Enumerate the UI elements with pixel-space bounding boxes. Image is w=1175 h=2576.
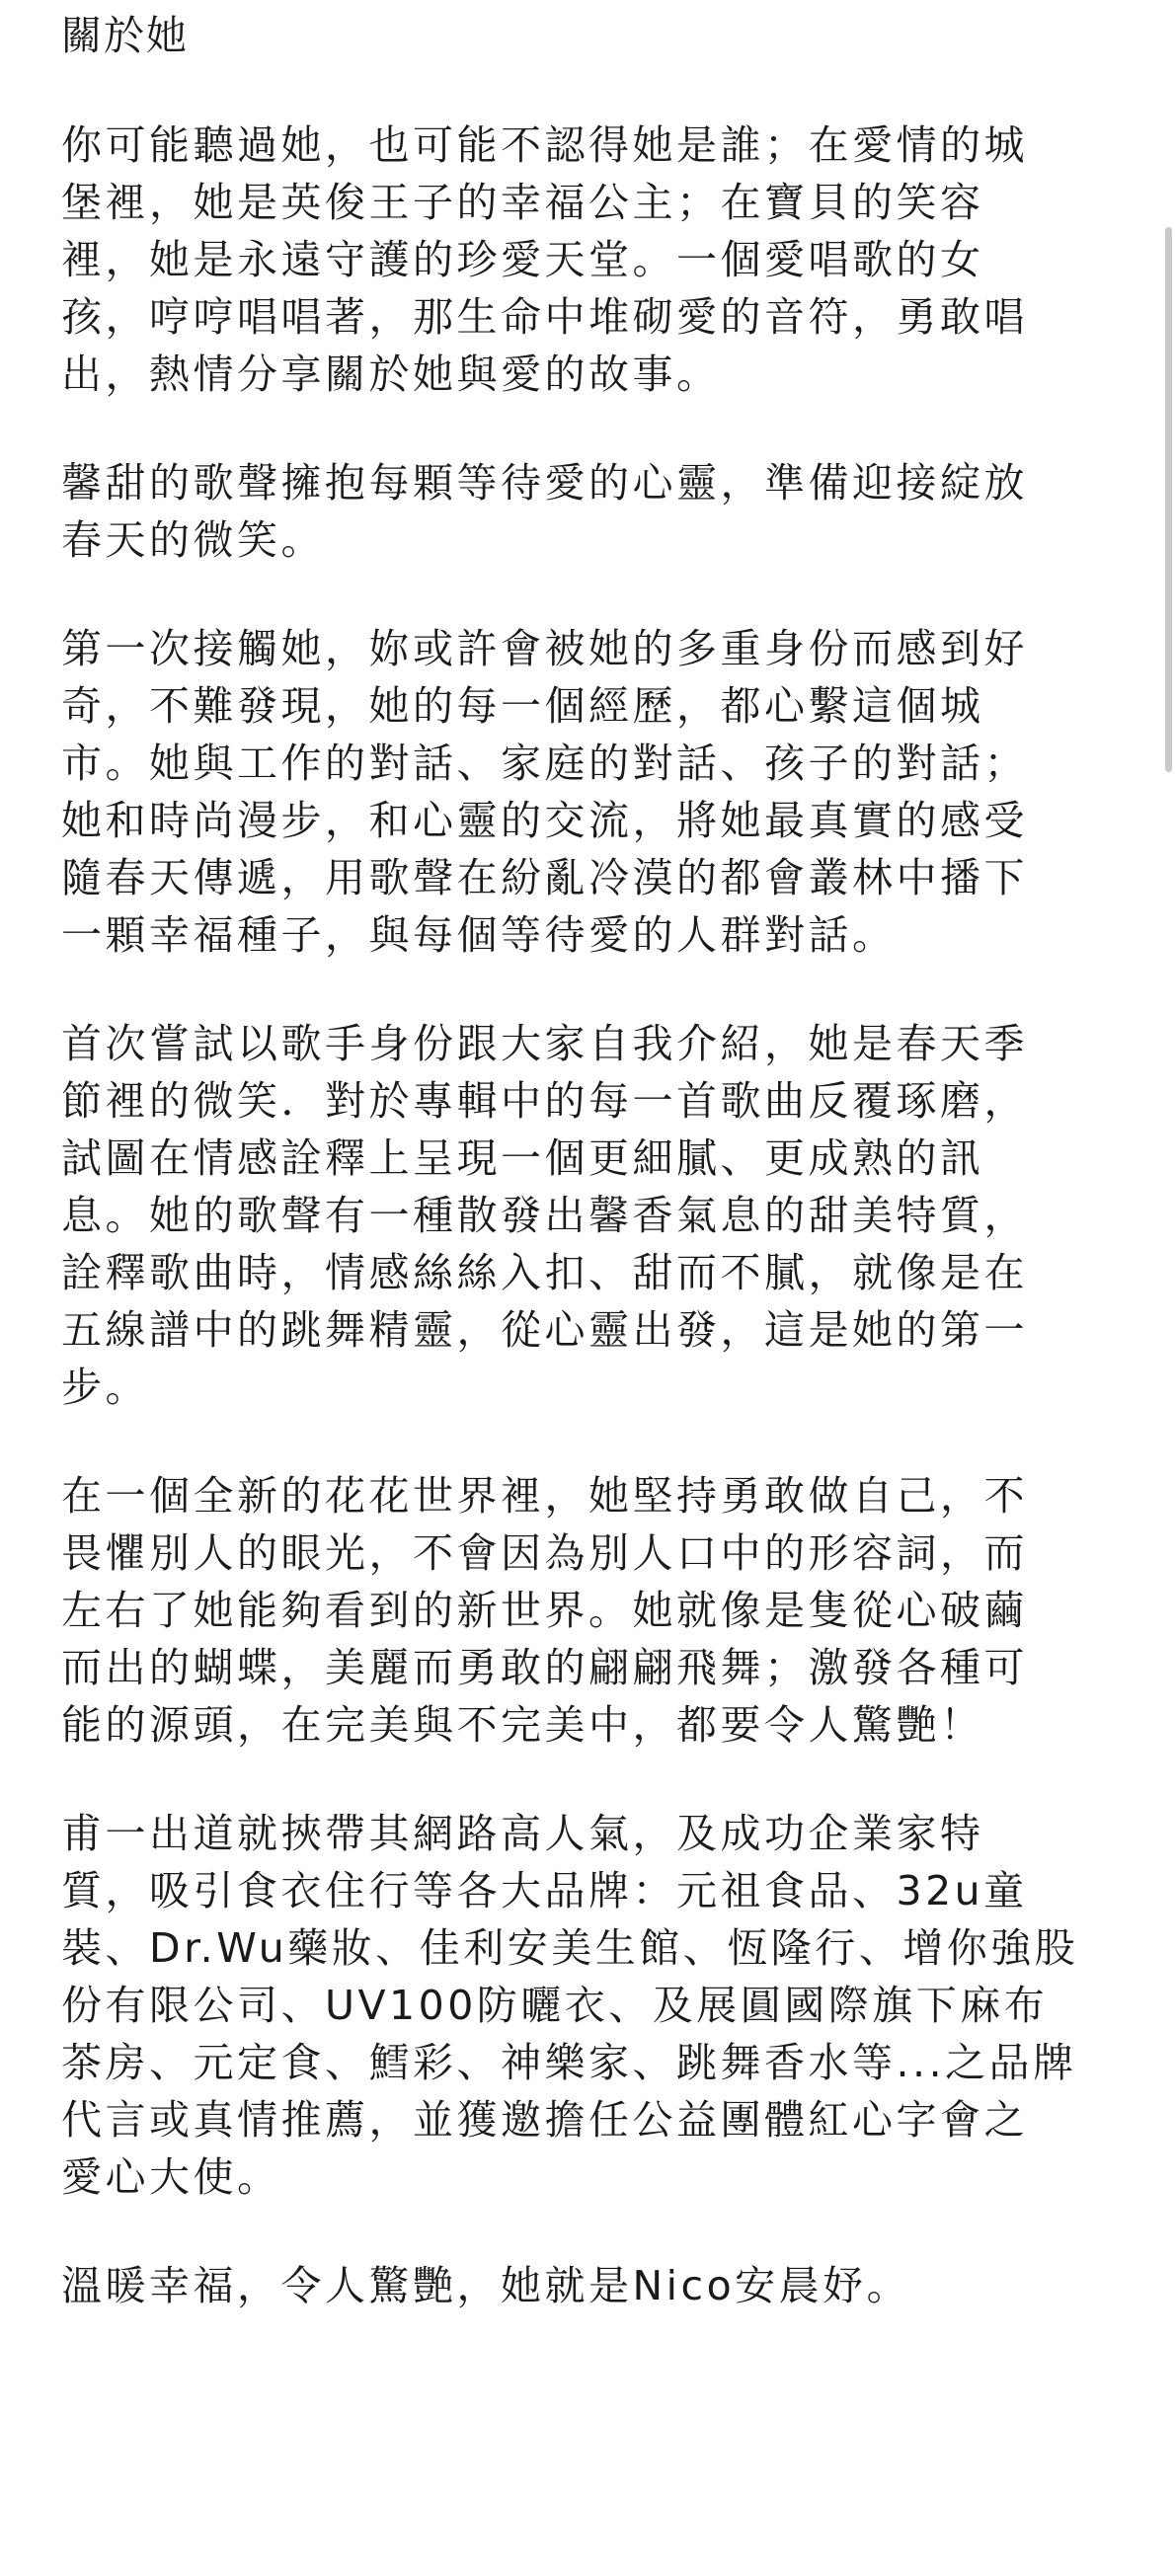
text-line: 孩，哼哼唱唱著，那生命中堆砌愛的音符，勇敢唱 <box>61 293 1028 341</box>
text-line: 茶房、元定食、鱈彩、神樂家、跳舞香水等...之品牌 <box>61 2039 1077 2086</box>
article-heading: 關於她 <box>61 12 189 59</box>
text-line: 堡裡，她是英俊王子的幸福公主；在寶貝的笑容 <box>61 179 984 226</box>
text-line: 溫暖幸福，令人驚艷，她就是Nico安晨妤。 <box>61 2262 911 2309</box>
text-line: 裡，她是永遠守護的珍愛天堂。一個愛唱歌的女 <box>61 236 984 283</box>
text-line: 一顆幸福種子，與每個等待愛的人群對話。 <box>61 911 897 959</box>
text-line: 甫一出道就挾帶其網路高人氣，及成功企業家特 <box>61 1810 984 1857</box>
text-line: 第一次接觸她，妳或許會被她的多重身份而感到好 <box>61 625 1028 672</box>
paragraph-2 <box>61 454 1108 569</box>
text-line: 愛心大使。 <box>61 2153 281 2201</box>
text-line: 五線譜中的跳舞精靈，從心靈出發，這是她的第一 <box>61 1306 1028 1354</box>
text-line: 左右了她能夠看到的新世界。她就像是隻從心破繭 <box>61 1587 1028 1634</box>
text-line: 畏懼別人的眼光，不會因為別人口中的形容詞，而 <box>61 1529 1028 1577</box>
paragraph-6 <box>61 1805 1108 2206</box>
text-line: 份有限公司、UV100防曬衣、及展圓國際旗下麻布 <box>61 1982 1049 2029</box>
text-line: 而出的蝴蝶，美麗而勇敢的翩翩飛舞；激發各種可 <box>61 1644 1028 1691</box>
text-line: 她和時尚漫步，和心靈的交流，將她最真實的感受 <box>61 797 1028 844</box>
text-line: 試圖在情感詮釋上呈現一個更細膩、更成熟的訊 <box>61 1134 984 1182</box>
text-line: 質，吸引食衣住行等各大品牌：元祖食品、32u童 <box>61 1867 1028 1914</box>
paragraph-5 <box>61 1467 1108 1754</box>
text-line: 隨春天傳遞，用歌聲在紛亂冷漠的都會叢林中播下 <box>61 854 1028 901</box>
paragraph-7 <box>61 2257 1108 2314</box>
text-line: 首次嘗試以歌手身份跟大家自我介紹，她是春天季 <box>61 1020 1028 1067</box>
text-line: 你可能聽過她，也可能不認得她是誰；在愛情的城 <box>61 121 1028 169</box>
text-line: 春天的微笑。 <box>61 516 325 564</box>
text-line: 能的源頭，在完美與不完美中，都要令人驚艷！ <box>61 1701 984 1749</box>
text-line: 出，熱情分享關於她與愛的故事。 <box>61 351 721 398</box>
text-line: 在一個全新的花花世界裡，她堅持勇敢做自己，不 <box>61 1472 1028 1520</box>
text-line: 裝、Dr.Wu藥妝、佳利安美生館、恆隆行、增你強股 <box>61 1924 1079 1972</box>
paragraph-1 <box>61 117 1108 403</box>
scrollbar-thumb[interactable] <box>1165 227 1172 772</box>
text-line: 馨甜的歌聲擁抱每顆等待愛的心靈，準備迎接綻放 <box>61 459 1028 507</box>
paragraph-4 <box>61 1015 1108 1416</box>
text-line: 奇，不難發現，她的每一個經歷，都心繫這個城 <box>61 682 984 730</box>
text-line: 代言或真情推薦，並獲邀擔任公益團體紅心字會之 <box>61 2096 1028 2144</box>
text-line: 詮釋歌曲時，情感絲絲入扣、甜而不膩，就像是在 <box>61 1249 1028 1296</box>
paragraph-3 <box>61 620 1108 964</box>
article <box>61 0 1108 2314</box>
text-line: 步。 <box>61 1364 149 1411</box>
text-line: 節裡的微笑．對於專輯中的每一首歌曲反覆琢磨， <box>61 1077 1028 1125</box>
text-line: 市。她與工作的對話、家庭的對話、孩子的對話； <box>61 740 1028 787</box>
text-line: 息。她的歌聲有一種散發出馨香氣息的甜美特質， <box>61 1192 1028 1239</box>
